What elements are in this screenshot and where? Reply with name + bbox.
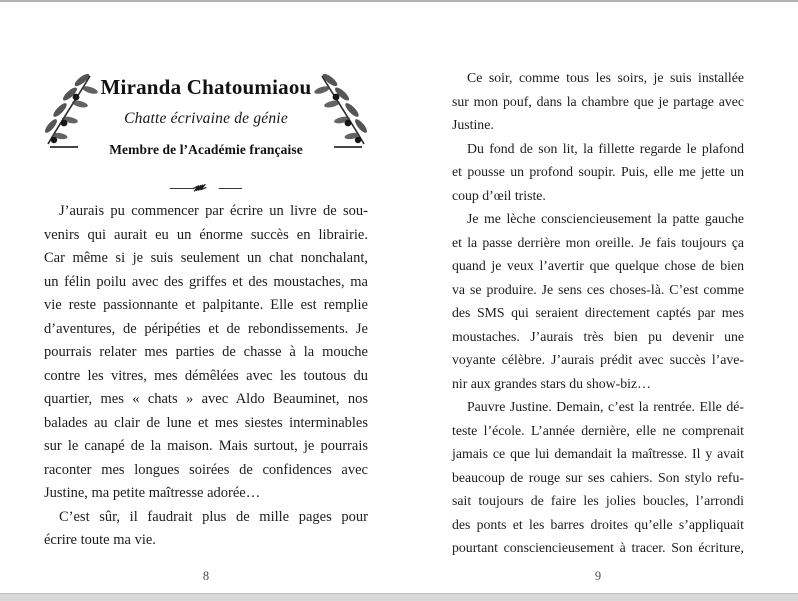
page-right — [452, 0, 744, 601]
text-line: raconter mes longues soirées de confidences avec — [44, 461, 368, 478]
text-line: balades au clair de lune et mes siestes interminables — [44, 414, 368, 431]
right-page-body — [452, 66, 744, 560]
text-line: nir aux grandes stars du show-biz… — [452, 375, 651, 391]
text-line: des ponts et les barres droites qu’elle s’appliquait — [452, 516, 744, 532]
text-line: des SMS qui seraient directement captés par mes — [452, 305, 744, 320]
text-line: teste l’école. L’année dernière, elle ne comprenait — [452, 422, 744, 438]
text-line: quand je veux l’avertir que quelque chose de bien — [452, 258, 744, 273]
text-line: sait toujours de faire les jolies boucles, l’arrondi — [452, 493, 744, 508]
text-line: jamais ce que lui demandait la maîtresse. Il y avait — [452, 446, 744, 461]
chapter-header — [44, 68, 368, 197]
text-line: pourrais relater mes parties de chasse à la mouche — [44, 344, 368, 360]
text-line: C’est sûr, il faudrait plus de mille pages pour — [59, 508, 368, 525]
paragraph — [452, 137, 744, 208]
olive-branch-icon — [312, 70, 378, 162]
text-line: un félin poilu avec des griffes et des moustaches, ma — [44, 273, 368, 290]
text-line: pourtant consciencieusement à tracer. Son écriture, — [452, 540, 744, 555]
text-line: Justine, ma petite maîtresse adorée… — [44, 485, 261, 501]
bottom-edge-bar — [0, 593, 798, 601]
text-line: et pousse un profond soupir. Puis, elle me jette un — [452, 164, 744, 179]
text-line: voyante célèbre. J’aurais prédit avec succès l’ave- — [452, 352, 744, 367]
text-line: Du fond de son lit, la fillette regarde le plafond — [467, 140, 744, 156]
text-line: va se produire. Je sens ces choses-là. C’est comme — [452, 281, 744, 297]
text-line: quartier, mes « chats » avec Aldo Beauminet, nos — [44, 391, 368, 407]
text-line: sur le canapé de la maison. Mais surtout, je pourrais — [44, 438, 368, 454]
text-line: Justine. — [452, 117, 494, 132]
paragraph — [44, 506, 368, 553]
author-name: Miranda Chatoumiaou — [100, 75, 312, 99]
paragraph — [452, 395, 744, 560]
text-line: venirs qui aurait eu un énorme succès en librairie. — [44, 226, 368, 243]
text-line: contre les vitres, mes démêlées avec les toutous du — [44, 367, 368, 384]
page-left — [44, 0, 368, 601]
page-number: 9 — [594, 569, 602, 583]
text-line: d’aventures, de péripéties et de rebondissements. Je — [44, 320, 368, 337]
olive-branch-icon — [34, 70, 100, 162]
text-line: Ce soir, comme tous les soirs, je suis installée — [467, 70, 744, 85]
author-role: Chatte écrivaine de génie — [124, 110, 288, 128]
text-line: Car même si je suis seulement un chat nonchalant, — [44, 250, 368, 266]
paragraph — [452, 207, 744, 395]
text-line: moustaches. J’aurais très bien pu devenir une — [452, 328, 744, 344]
text-line: sur mon pouf, dans la chambre que je partage avec — [452, 93, 744, 109]
text-line: écrire toute ma vie. — [44, 532, 156, 548]
squiggle-divider-icon — [169, 179, 243, 197]
text-line: J’aurais pu commencer par écrire un livre de sou- — [59, 203, 368, 219]
text-line: Je me lèche consciencieusement la patte gauche — [467, 211, 744, 226]
text-line: Pauvre Justine. Demain, c’est la rentrée. Elle dé- — [467, 399, 744, 414]
author-membership: Membre de l’Académie française — [109, 142, 303, 158]
text-line: coup d’œil triste. — [452, 187, 546, 203]
left-page-body — [44, 200, 368, 553]
page-number: 8 — [202, 569, 210, 583]
text-line: vie reste passionnante et palpitante. Elle est remplie — [44, 297, 368, 313]
text-line: et la passe derrière mon oreille. Je fais toujours ça — [452, 234, 744, 250]
paragraph — [452, 66, 744, 137]
text-line: beaucoup de rouge sur ses cahiers. Son stylo refu- — [452, 469, 744, 485]
paragraph — [44, 200, 368, 506]
